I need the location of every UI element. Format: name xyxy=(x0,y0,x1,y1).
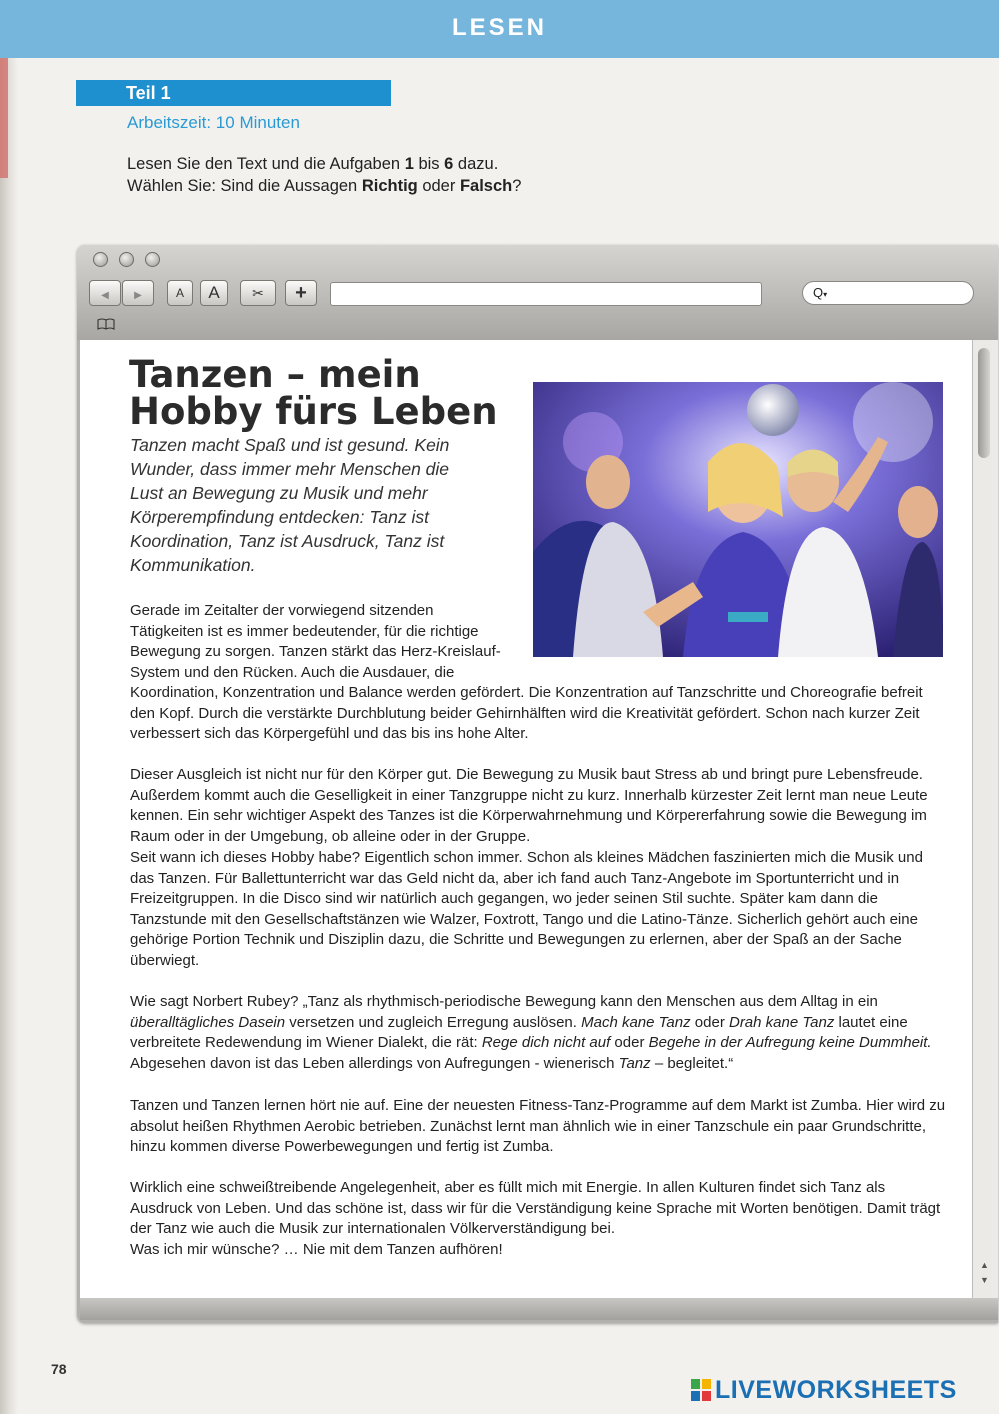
part-label: Teil 1 xyxy=(76,80,391,106)
add-bookmark-button[interactable]: + xyxy=(285,280,317,306)
scroll-down-icon[interactable]: ▼ xyxy=(980,1275,989,1285)
font-larger-button[interactable]: A xyxy=(200,280,228,306)
page-number: 78 xyxy=(51,1361,67,1377)
time-limit: Arbeitszeit: 10 Minuten xyxy=(127,113,300,132)
forward-button[interactable] xyxy=(122,280,154,306)
bookmarks-button[interactable] xyxy=(97,318,115,333)
window-zoom-button[interactable] xyxy=(145,252,160,267)
address-bar[interactable] xyxy=(330,282,762,306)
snippet-button[interactable] xyxy=(240,280,276,306)
paragraph-1-wrapped: Gerade im Zeitalter der vorwiegend sitzenden Tätigkeiten ist es immer bedeutender, für die richtige Bewegung zu sorgen. Tanzen stärkt das Herz-Kreislauf-System und den Rücken. Auch die Ausdauer, die xyxy=(130,602,501,681)
paragraph-6: Wirklich eine schweißtreibende Angelegenheit, aber es füllt mich mit Energie. In allen Kulturen findet sich Tanz als Ausdruck von Leben. Und das schöne ist, dass wir für die Verständigung keine Sprache mit Worten benötigen. Damit trägt der Tanz wie auch die Musik zur internationalen Völkerverständigung bei. xyxy=(130,1179,941,1238)
section-banner xyxy=(0,0,999,58)
instruction-line-2: Wählen Sie: Sind die Aussagen Richtig oder Falsch? xyxy=(127,177,522,195)
web-page xyxy=(80,340,972,1298)
paragraph-7: Was ich mir wünsche? … Nie mit dem Tanzen aufhören! xyxy=(130,1241,503,1258)
paragraph-1: Koordination, Konzentration und Balance werden gefördert. Die Konzentration auf Tanzschritte und Choreografie befreit den Kopf. Durch die verstärkte Durchblutung beider Gehirnhälften wird die Kreativität gefördert. Schon nach kurzer Zeit verbessert sich das Körpergefühl und das bis ins hohe Alter. xyxy=(130,684,923,743)
back-button[interactable] xyxy=(89,280,121,306)
spine-mark xyxy=(0,58,8,178)
banner-title: LESEN xyxy=(451,14,547,41)
browser-status-bar xyxy=(80,1298,998,1320)
browser-toolbar xyxy=(77,245,998,340)
browser-window xyxy=(77,245,998,1323)
article-headline: Tanzen – mein Hobby fürs Leben xyxy=(129,353,498,433)
window-close-button[interactable] xyxy=(93,252,108,267)
dancing-party-photo xyxy=(533,382,943,657)
window-minimize-button[interactable] xyxy=(119,252,134,267)
back-icon: ◀ xyxy=(101,290,109,301)
search-icon: Q xyxy=(813,285,824,300)
scrollbar-thumb[interactable] xyxy=(978,348,990,458)
instruction-line-1: Lesen Sie den Text und die Aufgaben 1 bis 6 dazu. xyxy=(127,155,499,173)
paragraph-3: Seit wann ich dieses Hobby habe? Eigentlich schon immer. Schon als kleines Mädchen faszinierten mich die Musik und das Tanzen. Für Ballettunterricht war das Geld nicht da, aber ich fand auch Tanz-Angebote im Sportunterricht und in Freizeitgruppen. In die Disco sind wir natürlich auch gegangen, wo jeder seinen Stil suchte. Später kam dann die Tanzstunde mit den Gesellschaftstänzen wie Walzer, Foxtrott, Tango und die Latino-Tänze. Sicherlich gehört auch eine gehörige Portion Technik und Disziplin dazu, die Schritte und Bewegungen zu erlernen, aber der Spaß an der Sache überwiegt. xyxy=(130,849,923,969)
article-lead: Tanzen macht Spaß und ist gesund. Kein Wunder, dass immer mehr Menschen die Lust an Bewegung zu Musik und mehr Körperempfindung entdecken: Tanz ist Koordination, Tanz ist Ausdruck, Tanz ist Kommunikation. xyxy=(130,435,450,575)
vertical-scrollbar[interactable] xyxy=(972,340,998,1298)
liveworksheets-watermark: LIVEWORKSHEETS xyxy=(691,1376,957,1405)
search-field[interactable]: Q▾ xyxy=(802,281,974,305)
paragraph-2: Dieser Ausgleich ist nicht nur für den Körper gut. Die Bewegung zu Musik baut Stress ab und bringt pure Lebensfreude. Außerdem kommt auch die Geselligkeit in einer Tanzgruppe nicht zu kurz. Innerhalb kürzester Zeit lernt man neue Leute kennen. Ein sehr wichtiger Aspekt des Tanzes ist die Körperwahrnehmung und Körpererfahrung sowie die Bewegung im Raum oder in der Umgebung, ob alleine oder in der Gruppe. xyxy=(130,766,928,845)
forward-icon: ▶ xyxy=(134,290,142,301)
paragraph-5: Tanzen und Tanzen lernen hört nie auf. Eine der neuesten Fitness-Tanz-Programme auf dem Markt ist Zumba. Hier wird zu absolut heißen Rhythmen Aerobic betrieben. Zunächst lernt man ähnlich wie in einer Tanzschule ein paar Grundschritte, hinzu kommen diverse Powerbewegungen und fertig ist Zumba. xyxy=(130,1097,946,1156)
instructions xyxy=(127,153,521,197)
liveworksheets-logo-icon xyxy=(691,1379,711,1401)
book-spine xyxy=(0,0,18,1414)
scroll-up-icon[interactable]: ▲ xyxy=(980,1260,989,1270)
book-icon xyxy=(97,318,115,330)
paragraph-4: Wie sagt Norbert Rubey? „Tanz als rhythmisch-periodische Bewegung kann den Menschen aus dem Alltag in ein überalltägliches Dasein versetzen und zugleich Erregung auslösen. Mach kane Tanz oder Drah kane Tanz lautet eine verbreitete Redewendung im Wiener Dialekt, die rät: Rege dich nicht auf oder Begehe in der Aufregung keine Dummheit. Abgesehen davon ist das Leben allerdings von Aufregungen - wienerisch Tanz – begleitet.“ xyxy=(130,993,932,1072)
font-smaller-button[interactable]: A xyxy=(167,280,193,306)
scissors-icon: ✂ xyxy=(252,285,264,301)
